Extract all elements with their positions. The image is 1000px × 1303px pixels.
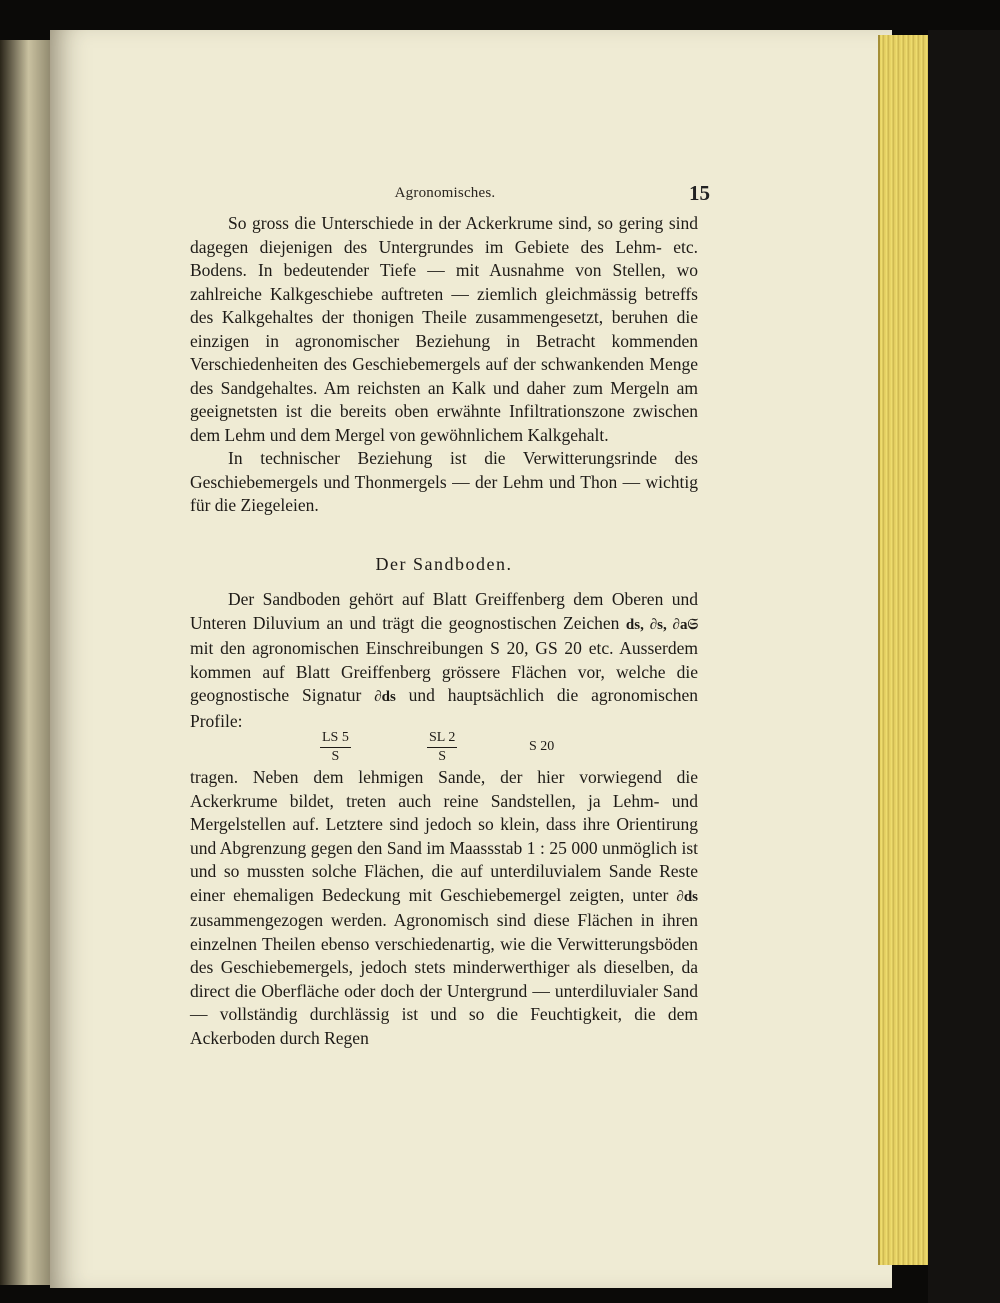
text-run: und hauptsächlich die agronomischen Profile: [190,685,699,731]
text-block-2 [190,588,698,733]
text-run: zusammengezogen werden. Agronomisch sind diese Flächen in ihren einzelnen Theilen ebenso verschiedenartig, wie die Verwitterungsböden des Geschiebemergels, jedoch stets minderwerthiger als dieselben, da direct die Oberfläche oder doch der Untergrund — unterdiluvialer Sand — vollständig durchlässig ist und so die Feuchtigkeit, die dem Ackerboden durch Regen [190,910,698,1048]
profile-fraction [320,730,351,765]
paragraph [190,766,698,1050]
text-run: mit den agronomischen Einschreibungen S 20, GS 20 etc. Ausserdem kommen auf Blatt Greiffenberg grössere Flächen vor, welche die geognostische Signatur [190,638,698,705]
fraction-numerator: LS 5 [322,730,349,745]
paragraph [190,588,698,733]
paragraph: In technischer Beziehung ist die Verwitterungsrinde des Geschiebemergels und Thonmergels — der Lehm und Thon — wichtig für die Ziegeleien. [190,448,698,515]
running-head-title: Agronomisches. [394,185,496,201]
fraction-denominator: S [320,747,351,765]
geognostic-sign: ∂ds [374,689,396,705]
profile-label: S 20 [529,739,555,754]
profile-fraction [427,730,457,765]
text-block-3 [190,766,698,1050]
page-number: 15 [689,181,710,205]
book-cover [928,30,1000,1303]
geognostic-sign: ds, ∂s, ∂a𝔖 [625,616,699,633]
geognostic-sign: ∂ds [676,888,699,905]
fraction-numerator: SL 2 [429,730,456,745]
page-edges [878,35,934,1265]
profile-formulas [320,730,620,770]
paragraph: So gross die Unterschiede in der Ackerkrume sind, so gering sind dagegen diejenigen des Untergrundes im Gebiete des Lehm- etc. Bodens. In bedeutender Tiefe — mit Ausnahme von Stellen, wo zahlreiche Kalkgeschiebe auftreten — ziemlich gleichmässig betreffs des Kalkgehaltes der thonigen Theile zusammengesetzt, beruhen die einzigen in agronomischer Beziehung in Betracht kommenden Verschiedenheiten des Geschiebemergels auf der schwankenden Menge des Sandgehaltes. Am reichsten an Kalk und daher zum Mergeln am geeignetsten ist die bereits oben erwähnte Infiltrationszone zwischen dem Lehm und dem Mergel von gewöhnlichem Kalkgehalt. [190,213,698,445]
fraction-denominator: S [427,747,457,765]
text-run: Der Sandboden gehört auf Blatt Greiffenberg dem Oberen und Unteren Diluvium an und trägt die geognostischen Zeichen [190,589,698,633]
previous-page-edge [0,40,52,1285]
text-run: tragen. Neben dem lehmigen Sande, der hier vorwiegend die Ackerkrume bildet, treten auch reine Sandstellen, ja Lehm- und Mergelstellen auf. Letztere sind jedoch so klein, dass ihre Orientirung und Abgrenzung gegen den Sand im Maassstab 1 : 25 000 unmöglich ist und so mussten solche Flächen, die auf unterdiluvialem Sande Reste einer ehemaligen Bedeckung mit Geschiebemergel zeigten, unter [190,767,698,905]
section-heading: Der Sandboden. [375,554,513,574]
text-block-1 [190,212,698,518]
